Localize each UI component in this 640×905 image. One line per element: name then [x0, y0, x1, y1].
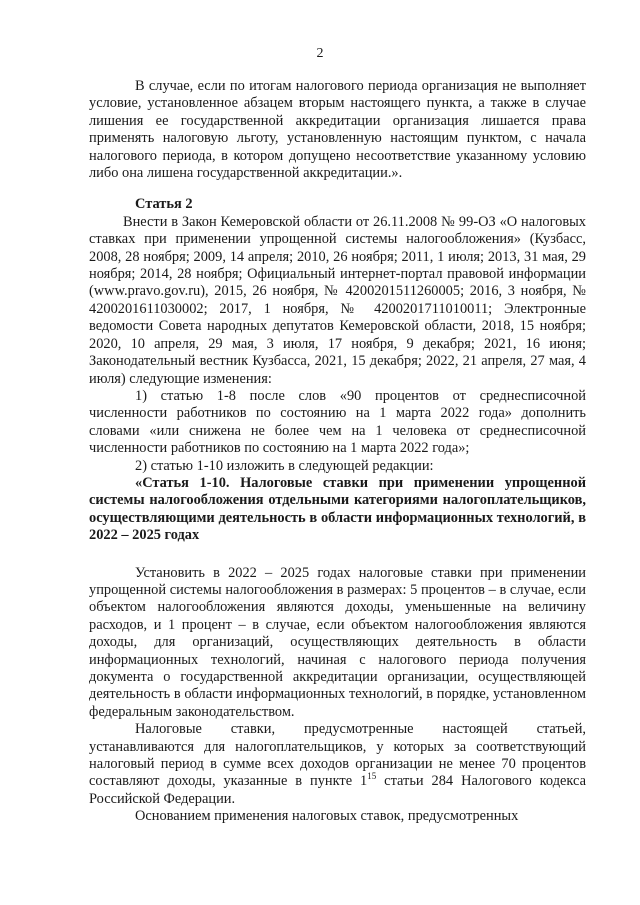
paragraph-amendment-2: 2) статью 1-10 изложить в следующей редакции: — [135, 457, 434, 474]
paragraph-accreditation-loss: В случае, если по итогам налогового периода организация не выполняет условие, установленное абзацем вторым настоящего пункта, а также в случае лишения ее государственной аккредитации организация лишается права применять налоговую льготу, установленную настоящим пунктом, с начала налогового периода, в котором допущено несоответствие указанному условию либо она лишена государственной аккредитации.». — [89, 78, 586, 182]
paragraph-amendment-1: 1) статью 1-8 после слов «90 процентов от среднесписочной численности работников по состоянию на 1 марта 2022 года» дополнить словами «или снижена не более чем на 1 человека от среднесписочной численности работников по состоянию на 1 марта 2022 года»; — [89, 387, 586, 457]
rates-conditions-text: Налоговые ставки, предусмотренные настоящей статьей, устанавливаются для налогоплательщиков, у которых за соответствующий налоговый период в сумме всех доходов организации не менее 70 процентов составляют доходы, указанные в пункте 1 — [89, 721, 586, 790]
superscript-15: 15 — [367, 771, 377, 782]
paragraph-grounds: Основанием применения налоговых ставок, предусмотренных — [135, 808, 519, 825]
page-number: 2 — [316, 46, 324, 61]
paragraph-tax-rates: Установить в 2022 – 2025 годах налоговые ставки при применении упрощенной системы налогообложения в размерах: 5 процентов – в случае, если объектом налогообложения являются доходы, уменьшенные на величину расходов, и 1 процент – в случае, если объектом налогообложения являются доходы, для организаций, осуществляющих деятельность в области информационных технологий, начиная с налогового периода получения документа о государственной аккредитации организации, осуществляющей деятельность в области информационных технологий, в порядке, установленном федеральным законодательством. — [89, 564, 586, 720]
paragraph-rates-conditions — [89, 721, 586, 808]
article-2-heading: Статья 2 — [135, 196, 193, 213]
rates-conditions-text-end: статьи 284 Налогового кодекса Российской Федерации. — [89, 773, 586, 807]
spacer — [89, 545, 586, 565]
paragraph-amendments-intro: Внести в Закон Кемеровской области от 26.11.2008 № 99-ОЗ «О налоговых ставках при применении упрощенной системы налогообложения» (Кузбасс, 2008, 28 ноября; 2009, 14 апреля; 2010, 26 ноября; 2011, 1 июля; 2013, 31 мая, 29 ноября; 2014, 28 ноября; Официальный интернет-портал правовой информации (www.pravo.gov.ru), 2015, 26 ноября, № 4200201511260005; 2016, 3 ноября, № 4200201611030002; 2017, 1 ноября, № 4200201711010011; Электронные ведомости Совета народных депутатов Кемеровской области, 2018, 15 ноября; 2020, 10 апреля, 29 мая, 3 июля, 17 ноября, 9 декабря; 2021, 16 июня; Законодательный вестник Кузбасса, 2021, 15 декабря; 2022, 21 апреля, 27 мая, 4 июля) следующие изменения: — [89, 213, 586, 387]
article-1-10-title: «Статья 1-10. Налоговые ставки при применении упрощенной системы налогообложения отдельными категориями налогоплательщиков, осуществляющими деятельность в области информационных технологий, в 2022 – 2025 годах — [89, 474, 586, 544]
document-body — [89, 78, 586, 826]
